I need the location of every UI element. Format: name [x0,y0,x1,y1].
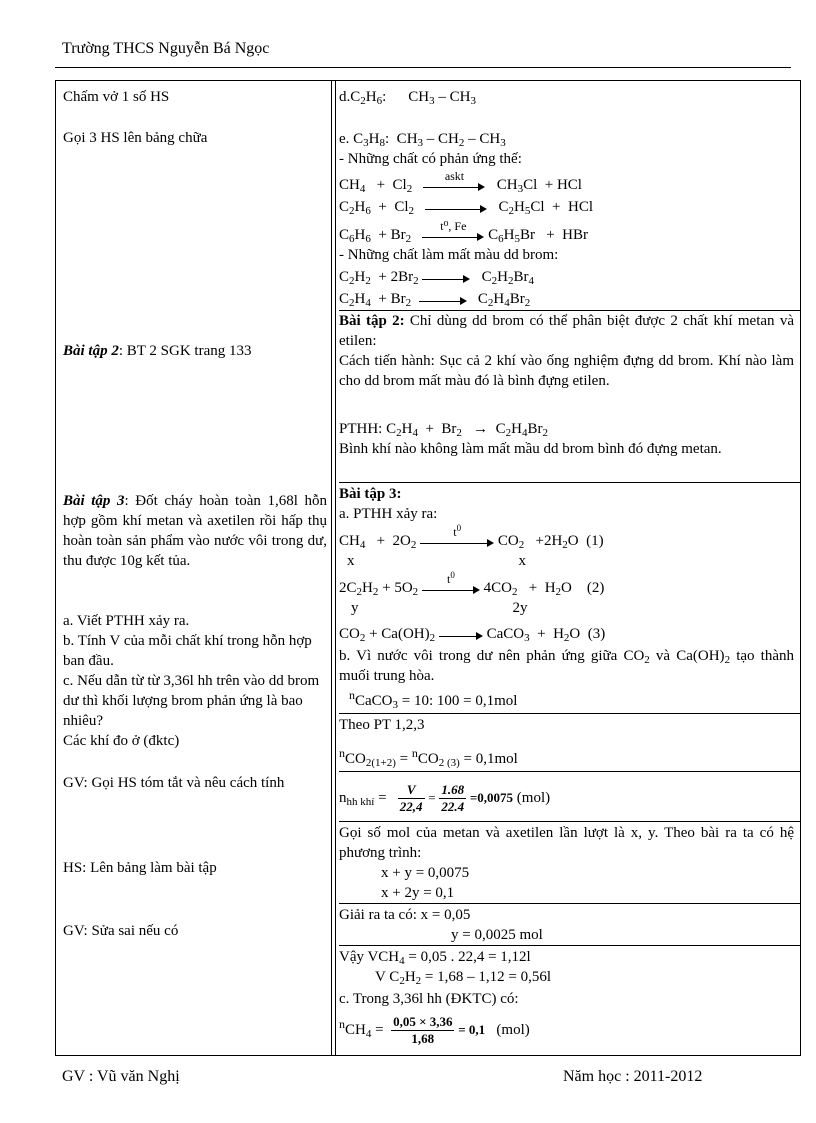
section-divider [339,821,800,822]
bromine-label: - Những chất làm mất màu dd brom: [339,247,559,263]
bt3-part-a: a. PTHH xảy ra: [339,506,438,522]
reaction-arrow [425,201,487,215]
equation-3: $CO_2 + Ca(OH)_2$ CaCO$_3$ + $H_2O$ (3) [339,626,606,644]
equation-c2h4-br2: $C_2H_4 + Br_2$ $C_2H_4Br_2$ [339,291,531,309]
column-divider [331,81,332,1055]
bt2-procedure: Cách tiến hành: Sục cả 2 khí vào ống nghiệm đựng dd brom. Khí nào làm cho dd brom mất màu đó là bình đựng etilen. [339,353,794,389]
equation-c2h6-cl2: $C_2H_6 + Cl_2$ $C_2H_5Cl$ + HCl [339,199,593,217]
gv-instruction: GV: Gọi HS tóm tắt và nêu cách tính [63,775,285,791]
left-line: Chấm vở 1 số HS [63,89,170,105]
reaction-arrow [419,293,467,307]
reaction-arrow [422,271,470,285]
section-divider [339,903,800,904]
bt2-text: : BT 2 SGK trang 133 [118,343,252,359]
teacher-footer: GV : Vũ văn Nghị [62,1068,180,1085]
bt2-answer: Bài tập 2: Chỉ dùng dd brom có thể phân biệt được 2 chất khí metan và etilen: [339,313,794,349]
reaction-arrow [439,628,483,642]
lesson-table [55,80,801,1056]
bt2-label: Bài tập 2 [63,343,119,359]
formula-d: $d.C_2H_6$: $CH_3 - CH_3$ [339,89,476,107]
n-hh-khi: $n_{hh khí}$ = $\frac{V}{22,4}$ = $\frac{1.68}{22.4}$ =0,0075 (mol) [339,782,551,815]
content-column [339,81,794,1055]
equation-1: $CH_4 + 2O_2$ $t^0$ $CO_2 +2H_2O$ (1) [339,522,604,551]
fraction-ch4: $\frac{0,05 \times 3,36}{1,68}$ [393,1014,453,1047]
volume-ch4: Vậy $VCH_4 = 0,05$ . 22,4 = 1,12l [339,949,531,967]
volume-c2h2: V $C_2H_2 = 1,68 - 1,12 = 0,56l$ [375,969,552,987]
formula-e: e. $C_3H_8$: $CH_3 - CH_2 - CH_3$ [339,131,506,149]
section-divider [339,482,800,483]
reaction-arrow: $t^0$ [422,582,480,596]
section-divider [339,945,800,946]
bt3-part-c: c. Trong 3,36l hh (ĐKTC) có: [339,991,519,1007]
equation-2: $2C_2H_2 + 5O_2$ $t^0$ $4CO_2 + H_2O$ (2) [339,569,605,598]
section-divider [339,771,800,772]
teacher-activity-column [56,81,331,1055]
bt3-label: Bài tập 3 [63,493,125,509]
hs-instruction: HS: Lên bảng làm bài tập [63,860,217,876]
question-conditions: Các khí đo ở (đktc) [63,733,180,749]
bt2-equation: PTHH: $C_2H_4 + Br_2 \to C_2H_4Br_2$ [339,421,549,439]
substitution-label: - Những chất có phản ứng thế: [339,151,522,167]
goi-text: Gọi số mol của metan và axetilen lần lượt là x, y. Theo bài ra ta có hệ phương trình: [339,825,794,861]
reaction-arrow: askt [423,179,485,193]
reaction-arrow: t⁰, Fe [422,229,484,243]
left-line: Gọi 3 HS lên bảng chữa [63,130,208,146]
fraction-v: $\frac{V}{22,4}$ [399,782,423,815]
system-eq-1: x + y = 0,0075 [381,865,470,881]
bt3-text: : Đốt cháy hoàn toàn 1,68l hỗn hợp gồm khí metan và axetilen rồi hấp thụ hoàn toàn sản phẩm vào nước vôi trong dư, thu được 10g kết tủa. [63,493,327,569]
bt2-task [63,341,327,361]
equation-1-moles: x x [347,553,526,569]
n-ch4: $^nCH_4$ = $\frac{0,05 \times 3,36}{1,68}$ = 0,1 (mol) [339,1014,530,1047]
equation-c6h6-br2: $C_6H_6 + Br_2$ t⁰, Fe $C_6H_5Br$ + HBr [339,218,588,245]
system-eq-2: x + 2y = 0,1 [381,885,455,901]
solution-y: y = 0,0025 mol [451,927,543,943]
bt3-title: Bài tập 3: [339,486,402,502]
n-caco3: $^n$CaCO$_3$ = 10: 100 = 0,1mol [349,688,518,711]
column-divider [335,81,336,1055]
year-footer: Năm học : 2011-2012 [563,1068,703,1085]
bt2-conclusion: Bình khí nào không làm mất mầu dd brom bình đó đựng metan. [339,441,722,457]
question-a: a. Viết PTHH xảy ra. [63,613,190,629]
theo-pt: Theo PT 1,2,3 [339,717,425,733]
fraction-value: $\frac{1.68}{22.4}$ [441,782,465,815]
reaction-arrow: $t^0$ [420,535,494,549]
equation-2-moles: y 2y [351,600,528,616]
formula-d-structure: $CH_3 - CH_3$ [408,89,476,107]
bt3-task [63,491,327,571]
equation-c2h2-br2: $C_2H_2 + 2Br_2$ $C_2H_2Br_4$ [339,269,534,287]
school-header: Trường THCS Nguyễn Bá Ngọc [62,40,270,57]
solution-x: Giải ra ta có: x = 0,05 [339,907,471,923]
question-b: b. Tính V của mỗi chất khí trong hỗn hợp ban đầu. [63,633,312,669]
gv-correction: GV: Sửa sai nếu có [63,923,179,939]
question-c: c. Nếu dẫn từ từ 3,36l hh trên vào dd brom dư thì khối lượng brom phản ứng là bao nhiêu? [63,673,320,729]
section-divider [339,713,800,714]
equation-ch4-cl2: $CH_4 + Cl_2$ askt $CH_3Cl$ + HCl [339,168,582,195]
bt3-part-b: b. Vì nước vôi trong dư nên phản ứng giữa $CO_2$ và $Ca(OH)_2$ tạo thành muối trung hòa. [339,648,794,684]
header-rule [55,67,791,68]
n-co2: $^nCO_{2(1+2)} = ^nCO_{2 (3)} = 0,1mol$ [339,746,518,769]
